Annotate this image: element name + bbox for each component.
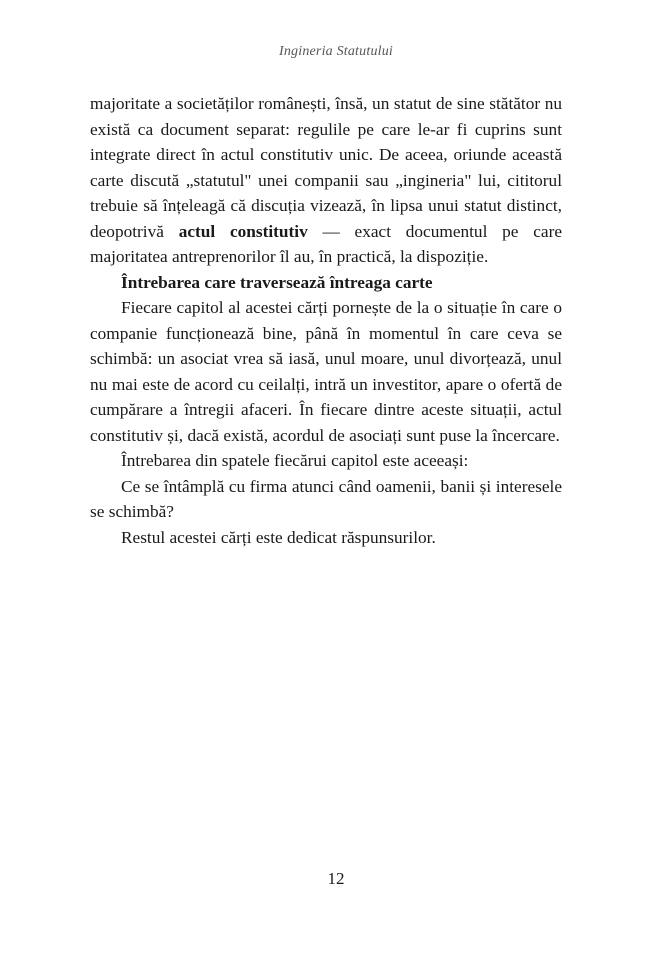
paragraph: Întrebarea din spatele fiecărui capitol este aceeași: <box>121 451 469 470</box>
paragraph-text: — exact documentul pe care majoritatea antreprenorilor îl au, în practică, la dispoziție. <box>90 221 562 266</box>
body-text <box>90 91 562 550</box>
section-heading: Întrebarea care traversează întreaga carte <box>121 272 433 292</box>
paragraph: Restul acestei cărți este dedicat răspunsurilor. <box>121 527 436 547</box>
paragraph-continued <box>90 91 562 270</box>
page-number: 12 <box>327 869 345 888</box>
paragraph-text: majoritate a societăților românești, însă, un statut de sine stătător nu există ca document separat: regulile pe care le-ar fi cuprins sunt integrate direct în actul constitutiv unic. De aceea, oriunde această carte discută „statutul" unei companii sau „ingineria" lui, cititorul trebuie să înțeleagă că discuția vizează, în lipsa unui statut distinct, deopotrivă <box>90 94 562 241</box>
running-head: Ingineria Statutului <box>278 44 394 59</box>
paragraph: Ce se întâmplă cu firma atunci când oamenii, banii și interesele se schimbă? <box>90 476 562 521</box>
bold-term: actul constitutiv <box>178 221 308 241</box>
paragraph: Fiecare capitol al acestei cărți pornește de la o situație în care o companie funcționează bine, până în momentul în care ceva se schimbă: un asociat vrea să iasă, unul moare, unul divorțează, unul nu mai este de acord cu ceilalți, intră un investitor, apare o ofertă de cumpărare a întregii afaceri. În fiecare dintre aceste situații, actul constitutiv și, dacă există, acordul de asociați sunt puse la încercare. <box>90 298 562 445</box>
